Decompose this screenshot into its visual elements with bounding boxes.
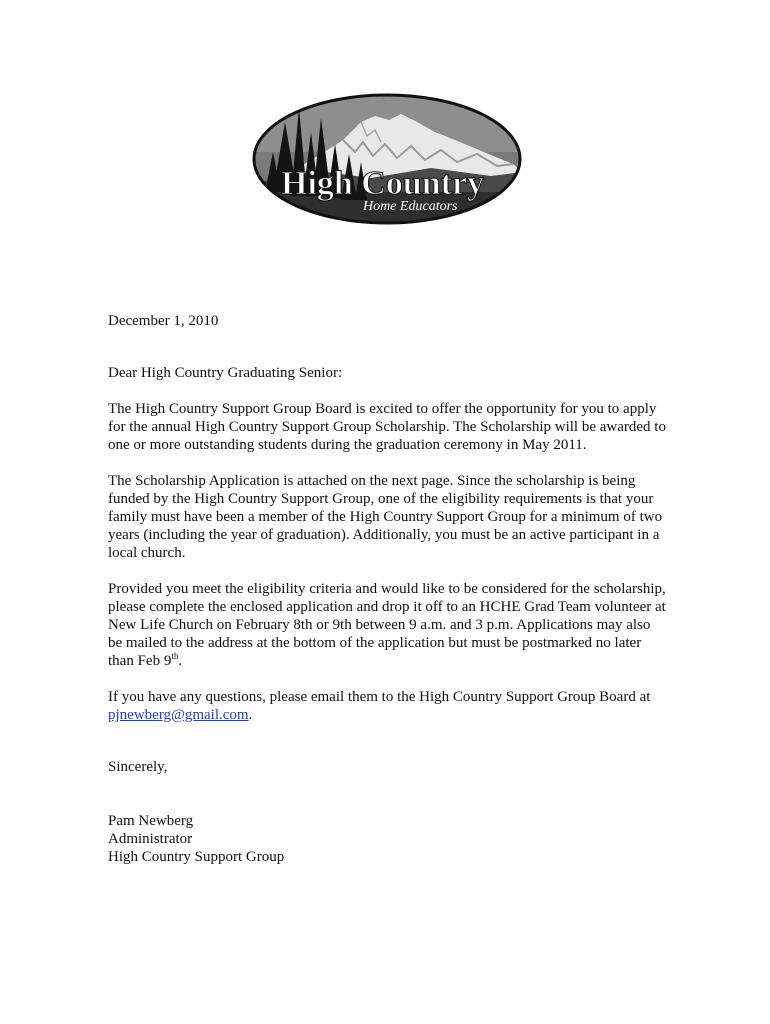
letter-date: December 1, 2010 [108, 313, 219, 329]
paragraph-3-text: Provided you meet the eligibility criteria and would like to be considered for the scholarship, please complete the enclosed application and drop it off to an HCHE Grad Team volunteer at New Life Church on February 8th or 9th between 9 a.m. and 3 p.m. Applications may also be mailed to the address at the bottom of the application but must be postmarked no later than Feb 9 [108, 581, 666, 669]
paragraph-4-end: . [248, 707, 253, 723]
paragraph-2: The Scholarship Application is attached on the next page. Since the scholarship is being funded by the High Country Support Group, one of the eligibility requirements is that your family must have been a member of the High Country Support Group for a minimum of two years (including the year of graduation). Additionally, you must be an active participant in a local church. [108, 473, 663, 561]
paragraph-4 [108, 688, 668, 724]
paragraph-4-text: If you have any questions, please email them to the High Country Support Group Board at [108, 689, 651, 705]
salutation: Dear High Country Graduating Senior: [108, 365, 343, 381]
closing: Sincerely, [108, 759, 168, 775]
high-country-logo [251, 92, 523, 226]
paragraph-1: The High Country Support Group Board is excited to offer the opportunity for you to apply for the annual High Country Support Group Scholarship. The Scholarship will be awarded to one or more outstanding students during the graduation ceremony in May 2011. [108, 401, 666, 453]
signer-title: Administrator [108, 831, 193, 847]
paragraph-3-end: . [178, 653, 183, 669]
email-link[interactable]: pjnewberg@gmail.com [108, 707, 249, 723]
signer-name: Pam Newberg [108, 813, 194, 829]
paragraph-3-superscript: th [171, 651, 179, 661]
logo-title: High Country [281, 165, 485, 202]
logo-subtitle: Home Educators [363, 199, 458, 214]
letter-body [108, 312, 668, 866]
paragraph-3 [108, 580, 668, 670]
signer-org: High Country Support Group [108, 849, 285, 865]
